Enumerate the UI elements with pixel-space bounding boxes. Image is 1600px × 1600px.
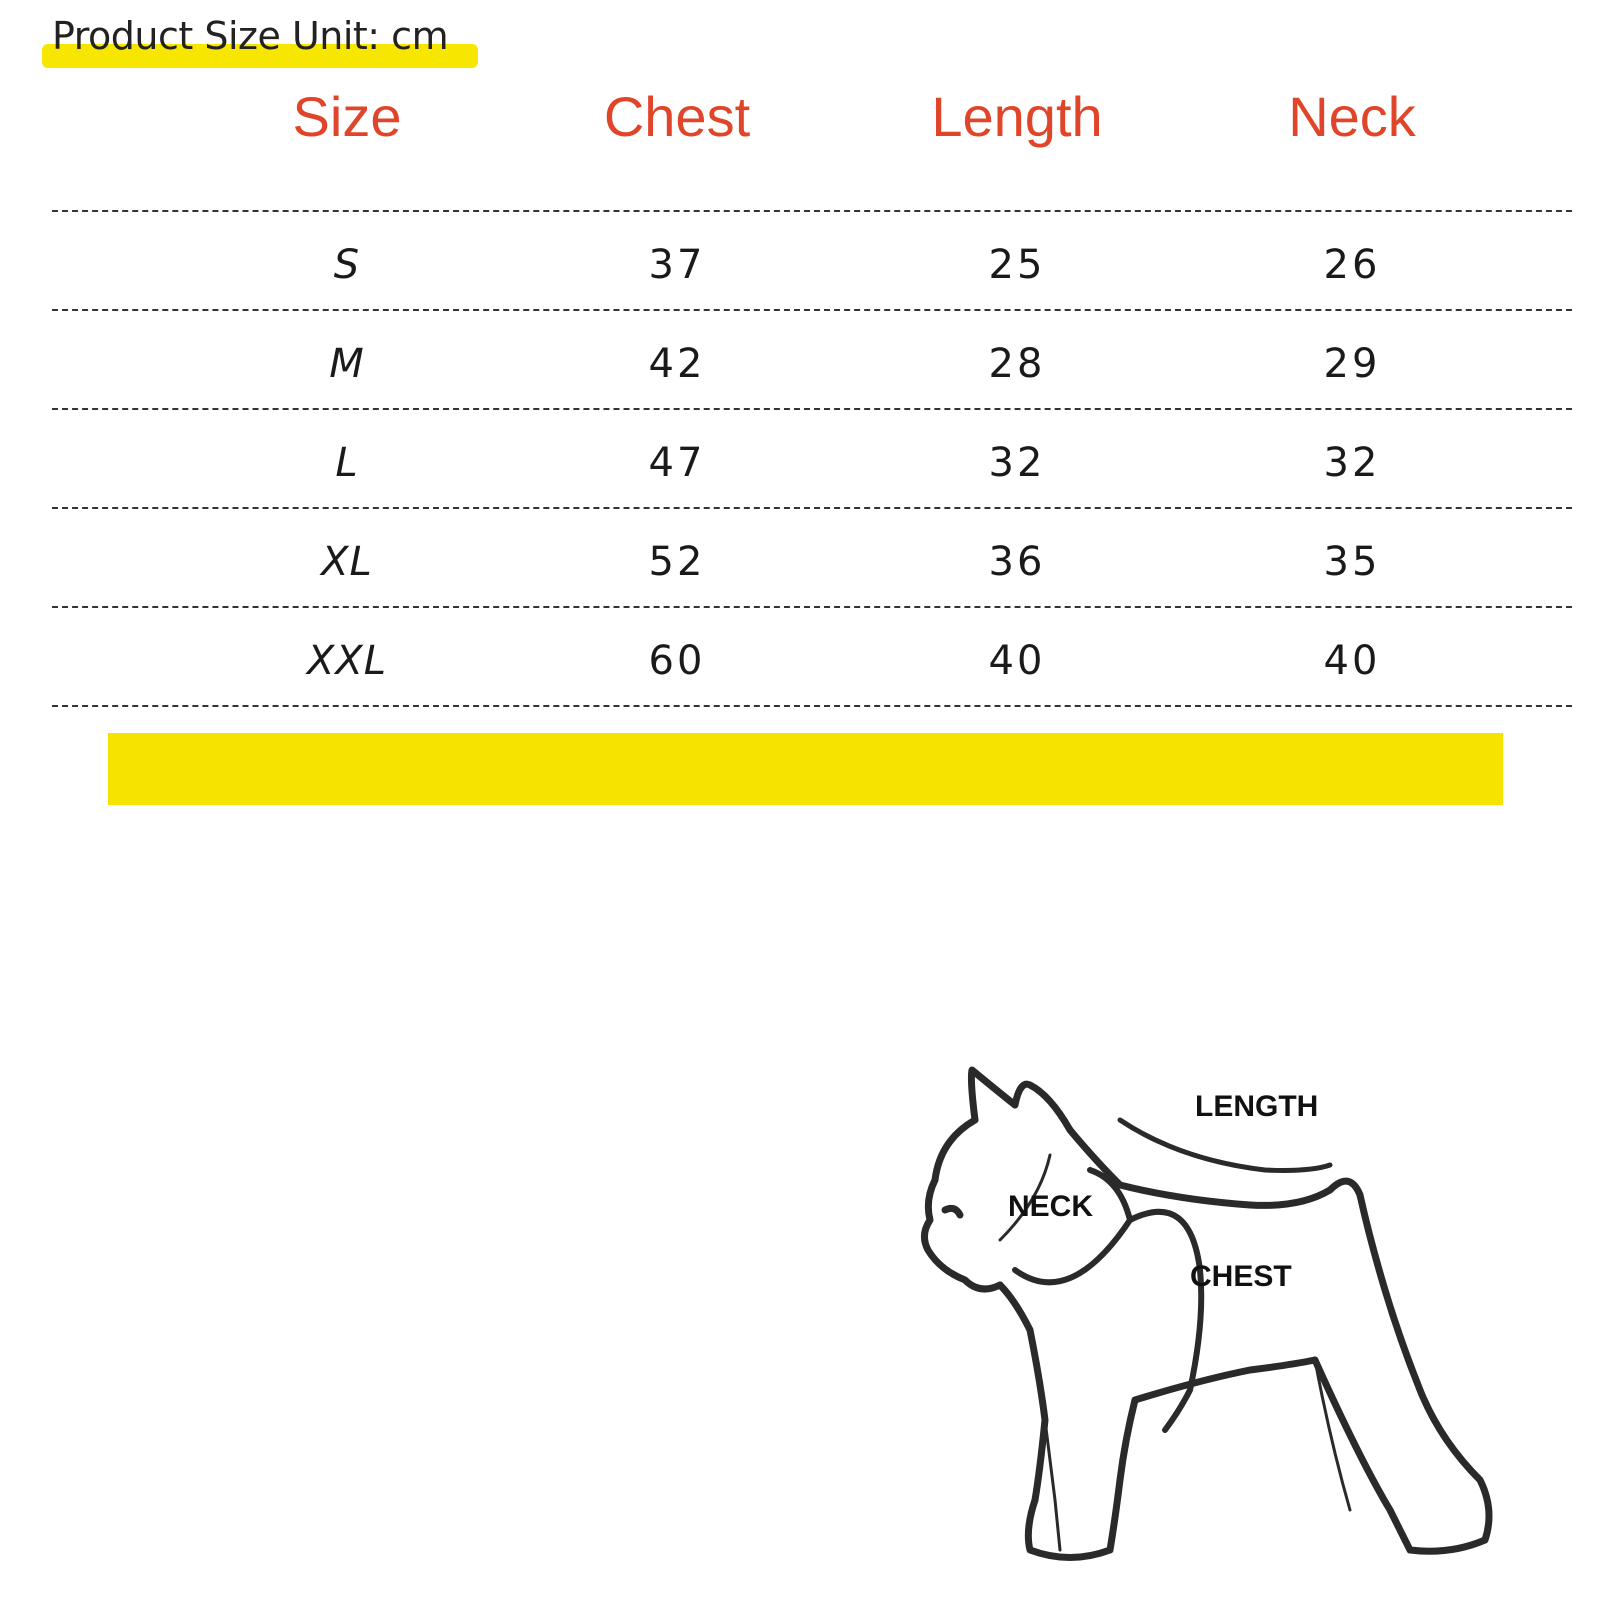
table-row	[52, 509, 1572, 608]
table-row	[52, 311, 1572, 410]
chest-label: CHEST	[1190, 1260, 1292, 1293]
neck-cell: 35	[1323, 538, 1381, 585]
table-row	[52, 212, 1572, 311]
neck-cell: 32	[1323, 439, 1381, 486]
size-cell: M	[329, 340, 365, 387]
length-label: LENGTH	[1195, 1090, 1319, 1123]
neck-cell: 29	[1323, 340, 1381, 387]
chest-cell: 60	[648, 637, 706, 684]
unit-title: Product Size Unit: cm	[52, 14, 449, 58]
table-row	[52, 608, 1572, 707]
size-cell: XL	[321, 538, 373, 585]
size-cell: L	[335, 439, 359, 486]
header-chest: Chest	[603, 85, 751, 148]
length-cell: 28	[988, 340, 1046, 387]
length-cell: 32	[988, 439, 1046, 486]
header-neck: Neck	[1288, 85, 1416, 148]
header-size: Size	[292, 85, 402, 148]
neck-cell: 26	[1323, 241, 1381, 288]
length-cell: 25	[988, 241, 1046, 288]
size-cell: XXL	[306, 637, 388, 684]
chest-cell: 37	[648, 241, 706, 288]
neck-cell: 40	[1323, 637, 1381, 684]
yellow-highlight-bar	[108, 733, 1503, 805]
chest-cell: 52	[648, 538, 706, 585]
size-cell: S	[333, 241, 361, 288]
length-cell: 40	[988, 637, 1046, 684]
dog-measurement-diagram	[920, 1060, 1560, 1590]
length-cell: 36	[988, 538, 1046, 585]
neck-label: NECK	[1008, 1190, 1094, 1223]
chest-cell: 42	[648, 340, 706, 387]
table-header-row	[52, 80, 1572, 212]
size-table	[52, 80, 1572, 707]
table-row	[52, 410, 1572, 509]
chest-cell: 47	[648, 439, 706, 486]
dog-outline-icon	[920, 1060, 1560, 1590]
header-length: Length	[931, 85, 1103, 148]
